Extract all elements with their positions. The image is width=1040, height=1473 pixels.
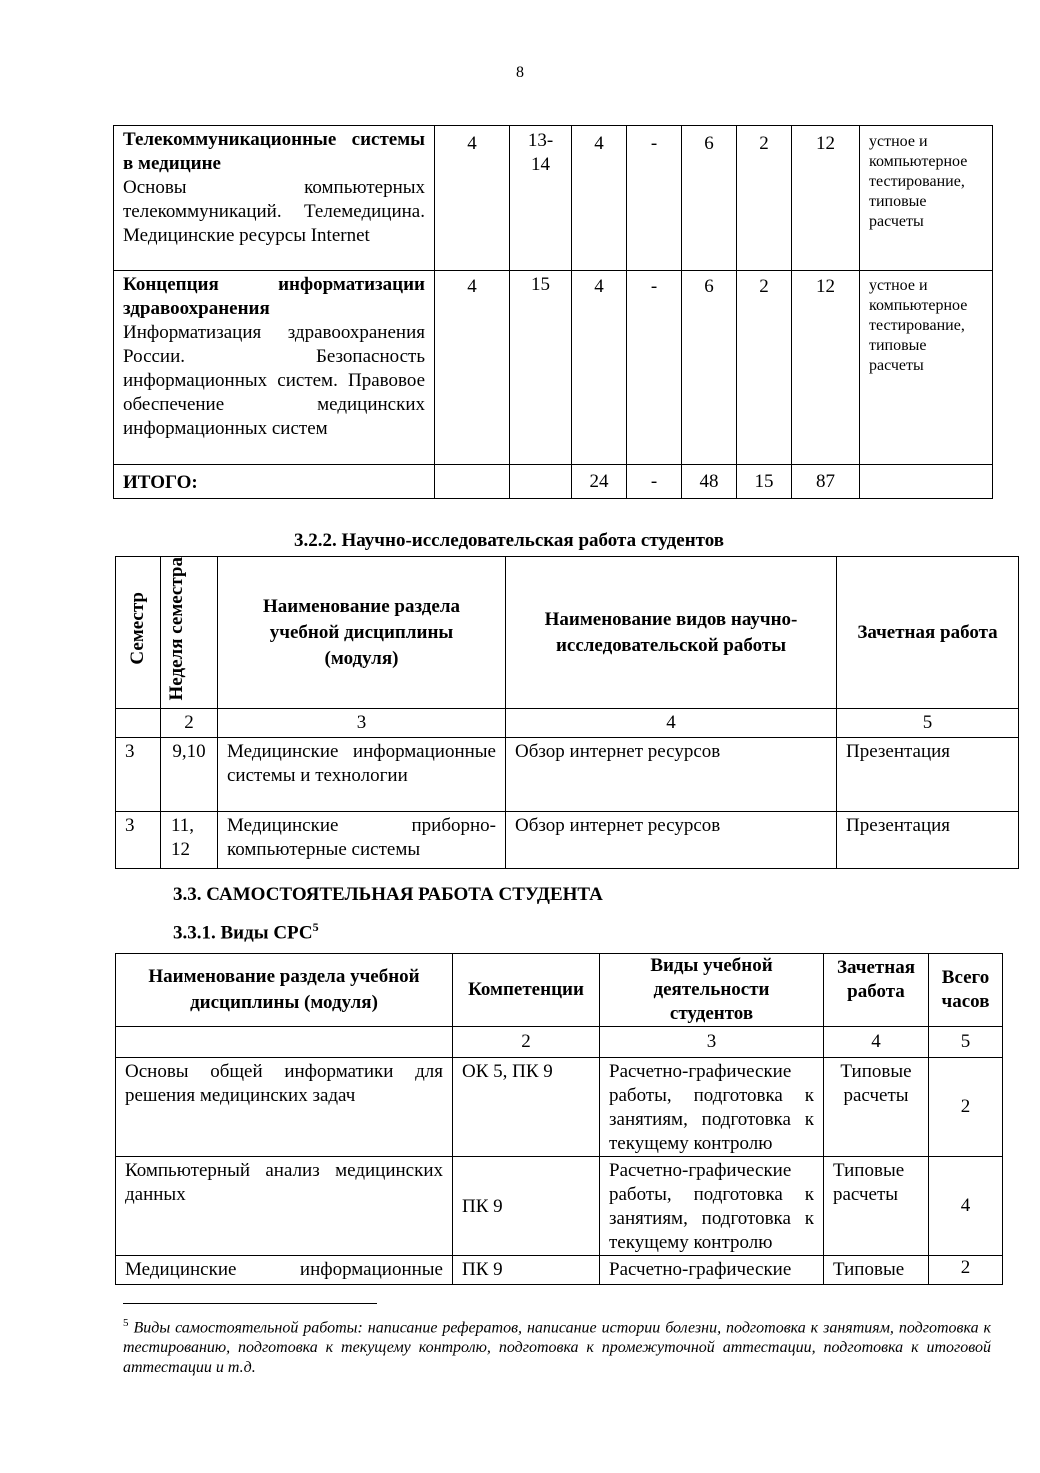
table-cell: Медицинские информационные системы и технологии: [218, 738, 506, 812]
table-header-row: [116, 954, 1003, 1027]
topic-text: Информатизация здравоохранения России. Безопасность информационных систем. Правовое обеспечение медицинских информационных систем: [123, 322, 425, 439]
header-competencies: Компетенции: [453, 954, 600, 1027]
table-cell: 2: [737, 126, 792, 271]
subsection-heading-text: 3.3.1. Виды СРС: [173, 922, 313, 944]
topic-text: Основы компьютерных телекоммуникаций. Телемедицина. Медицинские ресурсы Internet: [123, 177, 425, 246]
table-cell: 24: [572, 465, 627, 499]
table-cell: 3: [116, 812, 161, 869]
table-cell: 5: [837, 709, 1019, 738]
table-cell: 4: [435, 271, 510, 465]
table-row: [114, 271, 993, 465]
table-cell: 2: [929, 1256, 1003, 1285]
table-cell: Медицинские приборно-компьютерные системы: [218, 812, 506, 869]
header-research-types: Наименование видов научно-исследовательской работы: [506, 557, 837, 709]
table-cell: 4: [506, 709, 837, 738]
table-cell: 3: [600, 1027, 824, 1058]
total-row: [114, 465, 993, 499]
topic-cell: [114, 271, 435, 465]
curriculum-table: [113, 125, 993, 499]
page-number: 8: [516, 64, 524, 81]
column-number-row: [116, 709, 1019, 738]
table-cell: Типовые расчеты: [824, 1157, 929, 1256]
table-cell: Расчетно-графические работы, подготовка к занятиям, подготовка к текущему контролю: [600, 1157, 824, 1256]
table-cell: [116, 1027, 453, 1058]
table-cell: -: [627, 271, 682, 465]
independent-work-table: [115, 953, 1003, 1285]
header-week: [161, 557, 218, 709]
table-cell: Основы общей информатики для решения медицинских задач: [116, 1058, 453, 1157]
table-cell: 2: [737, 271, 792, 465]
footnote: [123, 1313, 991, 1378]
table-row: [114, 126, 993, 271]
table-cell: Расчетно-графические работы, подготовка к занятиям, подготовка к текущему контролю: [600, 1058, 824, 1157]
header-week-label: Неделя семестра: [166, 557, 187, 701]
table-row: [116, 812, 1019, 869]
table-cell: 2: [453, 1027, 600, 1058]
table-cell: ОК 5, ПК 9: [453, 1058, 600, 1157]
table-cell: 11, 12: [161, 812, 218, 869]
table-cell: 4: [572, 126, 627, 271]
table-cell: 4: [824, 1027, 929, 1058]
table-cell: [435, 465, 510, 499]
header-section-name: Наименование раздела учебной дисциплины (модуля): [218, 557, 506, 709]
table-cell: Расчетно-графические: [600, 1256, 824, 1285]
footnote-separator: [123, 1303, 377, 1304]
table-cell: 48: [682, 465, 737, 499]
table-row: [116, 1157, 1003, 1256]
table-cell: Типовые расчеты: [824, 1058, 929, 1157]
table-cell: 9,10: [161, 738, 218, 812]
topic-cell: [114, 126, 435, 271]
table-cell: 15: [737, 465, 792, 499]
table-cell: Медицинские информационные: [116, 1256, 453, 1285]
research-table: [115, 556, 1019, 869]
table-row: [116, 1058, 1003, 1157]
table-cell: 6: [682, 271, 737, 465]
table-cell: -: [627, 126, 682, 271]
topic-title: Телекоммуникационные системы в медицине: [123, 129, 425, 174]
table-cell: 2: [929, 1058, 1003, 1157]
table-cell: 3: [116, 738, 161, 812]
table-cell: ПК 9: [453, 1157, 600, 1256]
table-cell: 4: [929, 1157, 1003, 1256]
table-cell: 6: [682, 126, 737, 271]
subsection-heading: [173, 920, 319, 944]
table-cell: 3: [218, 709, 506, 738]
table-cell: 4: [572, 271, 627, 465]
header-credit-work: Зачетная работа: [837, 557, 1019, 709]
footnote-ref: 5: [312, 920, 319, 934]
header-semester: [116, 557, 161, 709]
table-cell: 12: [792, 126, 860, 271]
table-cell: 5: [929, 1027, 1003, 1058]
topic-title: Концепция информатизации здравоохранения: [123, 274, 425, 319]
section-line-1: [125, 1159, 443, 1207]
header-semester-label: Семестр: [127, 592, 148, 666]
control-form-cell: устное и компьютерное тестирование, типовые расчеты: [860, 271, 993, 465]
table-cell: ПК 9: [453, 1256, 600, 1285]
control-form-cell: устное и компьютерное тестирование, типовые расчеты: [860, 126, 993, 271]
table-cell: [116, 709, 161, 738]
table-cell: [510, 465, 572, 499]
table-cell: 12: [792, 271, 860, 465]
section-heading: 3.3. САМОСТОЯТЕЛЬНАЯ РАБОТА СТУДЕНТА: [173, 884, 603, 905]
table-cell: -: [627, 465, 682, 499]
table-header-row: [116, 557, 1019, 709]
column-number-row: [116, 1027, 1003, 1058]
table-cell: 2: [161, 709, 218, 738]
section-heading: 3.2.2. Научно-исследовательская работа студентов: [293, 530, 725, 551]
table-cell: 15: [510, 271, 572, 465]
table-cell: [510, 126, 572, 271]
total-label: ИТОГО:: [114, 465, 435, 499]
table-cell: 87: [792, 465, 860, 499]
footnote-text: Виды самостоятельной работы: написание рефератов, написание истории болезни, подготовка к занятиям, подготовка к тестированию, подготовка к текущему контролю, подготовка к промежуточной аттестации, подготовка к итоговой аттестации и т.д.: [123, 1319, 992, 1377]
table-cell: Обзор интернет ресурсов: [506, 738, 837, 812]
table-row: [116, 1256, 1003, 1285]
table-cell: 4: [435, 126, 510, 271]
table-cell: [116, 1157, 453, 1256]
header-activity-types: Виды учебной деятельности студентов: [600, 954, 824, 1027]
header-total-hours: Всего часов: [929, 954, 1003, 1027]
table-cell: Типовые: [824, 1256, 929, 1285]
table-cell: Презентация: [837, 738, 1019, 812]
week-value: 13-14: [527, 130, 554, 175]
table-cell: Обзор интернет ресурсов: [506, 812, 837, 869]
header-credit-work: Зачетная работа: [824, 954, 929, 1027]
header-section-name: Наименование раздела учебной дисциплины (модуля): [116, 954, 453, 1027]
table-cell: Презентация: [837, 812, 1019, 869]
table-cell: [860, 465, 993, 499]
table-row: [116, 738, 1019, 812]
footnote-mark: 5: [123, 1317, 129, 1329]
section-text: Компьютерный анализ медицинских данных: [125, 1160, 443, 1205]
